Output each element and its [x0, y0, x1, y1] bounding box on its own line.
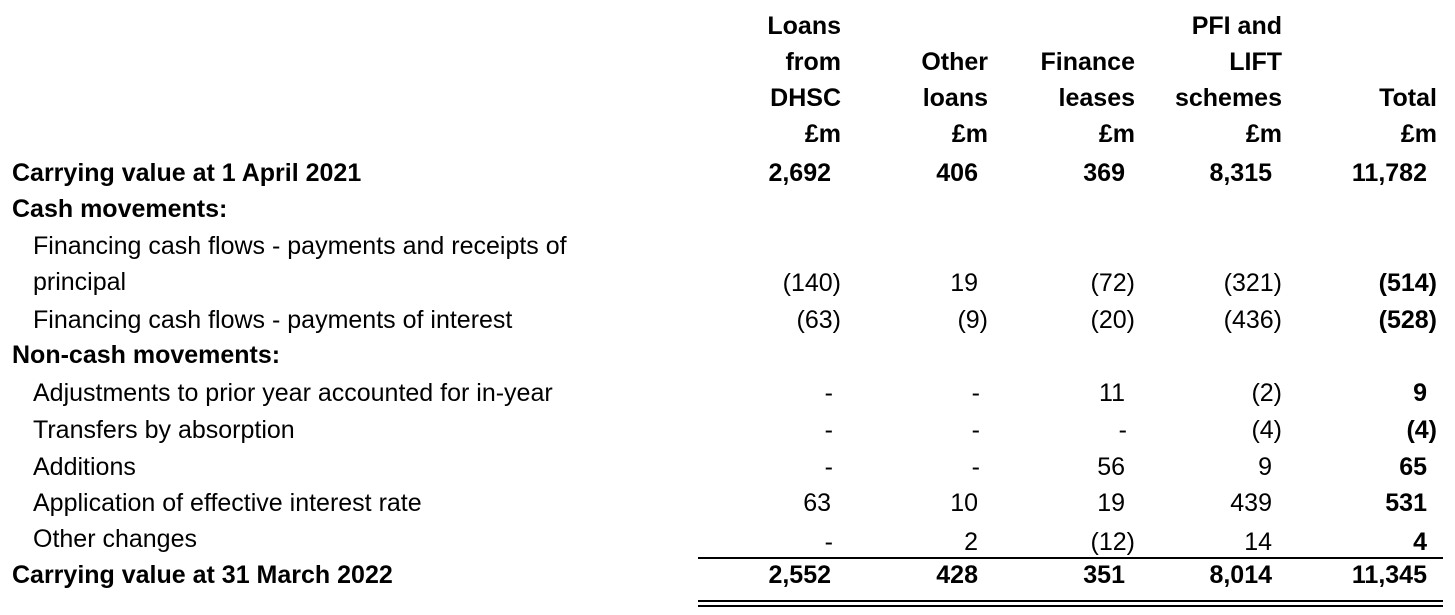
cell-pfi-lift: (321) [1223, 269, 1282, 297]
cell-total: 65 [1399, 453, 1427, 481]
cell-other-loans: 406 [936, 159, 978, 187]
row-interest [0, 302, 1455, 338]
col-header-line: from [785, 48, 841, 76]
row-additions [0, 449, 1455, 485]
row-adjustments [0, 375, 1455, 411]
cell-finance-leases: 19 [1097, 489, 1125, 517]
cell-loans-dhsc: 63 [803, 489, 831, 517]
cell-pfi-lift: (2) [1251, 379, 1282, 407]
cell-total: 9 [1413, 379, 1427, 407]
cell-other-loans: - [971, 379, 980, 407]
col-header-line: Total [1379, 84, 1437, 112]
col-header-line: schemes [1174, 84, 1282, 112]
cell-loans-dhsc: - [824, 416, 833, 444]
cell-finance-leases: 11 [1099, 379, 1125, 407]
col-header-line: Finance [1040, 48, 1135, 76]
cell-total: 11,782 [1351, 159, 1427, 187]
col-header-line: loans [922, 84, 988, 112]
row-closing-balance [0, 557, 1455, 593]
cell-finance-leases: (72) [1090, 269, 1135, 297]
cell-other-loans: (9) [957, 306, 988, 334]
cell-loans-dhsc: (63) [796, 306, 841, 334]
section-heading-noncash [0, 337, 1455, 373]
col-header-line: Loans [767, 12, 841, 40]
cell-total: 11,345 [1351, 561, 1427, 589]
cell-loans-dhsc: 2,692 [768, 159, 831, 187]
cell-loans-dhsc: - [824, 379, 833, 407]
row-opening-balance [0, 155, 1455, 191]
col-header-pfi-lift [1175, 8, 1282, 152]
cell-total: 4 [1413, 528, 1427, 556]
cell-other-loans: 428 [936, 561, 978, 589]
row-label: Financing cash flows - payments and receipts of [33, 232, 567, 260]
col-header-line: leases [1058, 84, 1135, 112]
cell-other-loans: - [971, 416, 980, 444]
row-label: Application of effective interest rate [33, 489, 422, 517]
col-header-finance-leases [1041, 44, 1135, 152]
row-label: Additions [33, 453, 136, 481]
cell-total: (514) [1378, 269, 1437, 297]
section-heading-cash [0, 191, 1455, 227]
col-header-unit: £m [804, 120, 841, 148]
col-header-loans-dhsc [767, 8, 841, 152]
total-double-rule-bottom [698, 605, 1443, 607]
cell-pfi-lift: 9 [1258, 453, 1272, 481]
row-label: principal [33, 268, 127, 296]
cell-pfi-lift: (436) [1223, 306, 1282, 334]
cell-pfi-lift: 439 [1230, 489, 1272, 517]
cell-total: (528) [1378, 306, 1437, 334]
cell-loans-dhsc: - [824, 528, 833, 556]
row-label: Financing cash flows - payments of interest [33, 306, 513, 334]
cell-finance-leases: - [1118, 416, 1127, 444]
cell-loans-dhsc: - [824, 453, 833, 481]
row-label: Carrying value at 1 April 2021 [12, 159, 362, 187]
row-effective-interest [0, 485, 1455, 521]
cell-other-loans: 2 [964, 528, 978, 556]
row-principal-line1 [0, 228, 1455, 264]
cell-finance-leases: 369 [1083, 159, 1125, 187]
cell-pfi-lift: 8,315 [1209, 159, 1272, 187]
cell-finance-leases: 351 [1083, 561, 1125, 589]
section-label: Non-cash movements: [12, 341, 281, 369]
col-header-unit: £m [1400, 120, 1437, 148]
row-transfers [0, 412, 1455, 448]
col-header-line: Other [921, 48, 988, 76]
cell-loans-dhsc: 2,552 [768, 561, 831, 589]
total-double-rule-top [698, 600, 1443, 602]
col-header-line: PFI and [1191, 12, 1282, 40]
cell-finance-leases: 56 [1097, 453, 1125, 481]
col-header-unit: £m [1098, 120, 1135, 148]
row-label: Adjustments to prior year accounted for in-year [33, 379, 553, 407]
cell-other-loans: - [971, 453, 980, 481]
cell-other-loans: 19 [950, 269, 978, 297]
col-header-unit: £m [951, 120, 988, 148]
row-other-changes [0, 521, 1455, 557]
col-header-other-loans [921, 44, 988, 152]
cell-pfi-lift: 14 [1244, 528, 1272, 556]
col-header-line: DHSC [770, 84, 841, 112]
row-label: Transfers by absorption [33, 416, 295, 444]
cell-pfi-lift: (4) [1251, 416, 1282, 444]
col-header-unit: £m [1245, 120, 1282, 148]
row-label: Carrying value at 31 March 2022 [12, 561, 393, 589]
col-header-line: LIFT [1229, 48, 1282, 76]
cell-finance-leases: (12) [1090, 528, 1135, 556]
cell-pfi-lift: 8,014 [1209, 561, 1272, 589]
cell-total: 531 [1385, 489, 1427, 517]
row-principal [0, 264, 1455, 300]
cell-other-loans: 10 [950, 489, 978, 517]
section-label: Cash movements: [12, 195, 228, 223]
col-header-total [1379, 80, 1437, 152]
cell-loans-dhsc: (140) [782, 269, 841, 297]
cell-finance-leases: (20) [1090, 306, 1135, 334]
cell-total: (4) [1406, 416, 1437, 444]
row-label: Other changes [33, 525, 197, 553]
